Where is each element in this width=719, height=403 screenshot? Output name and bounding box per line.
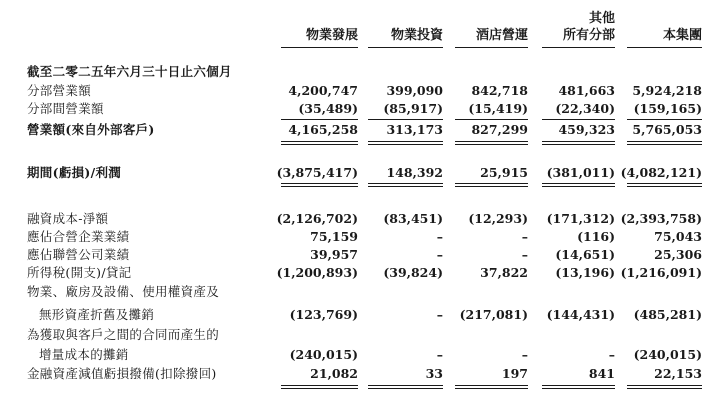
profit-rule-4 — [542, 183, 615, 187]
cell-group: 22,153 — [654, 366, 702, 381]
row-label: 分部間營業額 — [27, 101, 104, 116]
cell-property-investment: 33 — [425, 366, 443, 381]
cell-group: (240,015) — [633, 347, 702, 362]
row-label: 應佔聯營公司業績 — [27, 247, 130, 262]
profit-rule-3 — [455, 183, 528, 187]
table-row — [0, 346, 719, 364]
cell-hotel-operations: 25,915 — [480, 165, 528, 180]
cell-other-segments: (381,011) — [546, 165, 615, 180]
cell-property-investment: 399,090 — [386, 83, 443, 98]
row-label: 增量成本的攤銷 — [39, 347, 129, 362]
cell-other-segments: (116) — [577, 229, 615, 244]
final-rule-2 — [368, 385, 443, 389]
header-rule-1 — [281, 47, 358, 48]
cell-hotel-operations: – — [521, 347, 528, 362]
table-row — [0, 264, 719, 282]
column-header-other-segments: 其他 所有分部 — [562, 11, 615, 43]
header-rule-3 — [455, 47, 528, 48]
row-label: 期間(虧損)/利潤 — [27, 165, 122, 180]
table-row — [0, 365, 719, 383]
cell-property-investment: – — [436, 229, 443, 244]
cell-property-development: 75,159 — [310, 229, 358, 244]
cell-hotel-operations: (12,293) — [468, 211, 528, 226]
cell-property-investment: – — [436, 347, 443, 362]
cell-group: (2,393,758) — [620, 211, 702, 226]
profit-rule-1 — [281, 183, 358, 187]
table-row — [0, 326, 719, 344]
cell-hotel-operations: 197 — [501, 366, 528, 381]
header-rule-4 — [542, 47, 615, 48]
total-rule-4 — [542, 141, 615, 145]
cell-hotel-operations: – — [521, 247, 528, 262]
cell-group: (485,281) — [633, 307, 702, 322]
cell-property-development: (123,769) — [289, 307, 358, 322]
header-rule-5 — [627, 47, 702, 48]
cell-property-investment: (39,824) — [383, 265, 443, 280]
profit-rule-2 — [368, 183, 443, 187]
cell-property-investment: 313,173 — [386, 122, 443, 137]
table-row — [0, 283, 719, 301]
row-label: 應佔合營企業業績 — [27, 229, 130, 244]
cell-other-segments: (144,431) — [546, 307, 615, 322]
cell-other-segments: (171,312) — [546, 211, 615, 226]
subtotal-rule-2 — [368, 119, 443, 120]
cell-other-segments: – — [608, 347, 615, 362]
cell-property-development: (2,126,702) — [276, 211, 358, 226]
column-header-hotel-operations: 酒店營運 — [475, 28, 528, 43]
cell-group: 5,924,218 — [632, 83, 702, 98]
table-row — [0, 306, 719, 324]
cell-group: 5,765,053 — [632, 122, 702, 137]
total-rule-2 — [368, 141, 443, 145]
cell-other-segments: (22,340) — [555, 101, 615, 116]
cell-property-investment: (85,917) — [383, 101, 443, 116]
cell-property-investment: – — [436, 307, 443, 322]
final-rule-5 — [627, 385, 702, 389]
row-label: 分部營業額 — [27, 83, 92, 98]
cell-hotel-operations: 37,822 — [480, 265, 528, 280]
cell-property-development: 21,082 — [310, 366, 358, 381]
final-rule-1 — [281, 385, 358, 389]
row-label: 無形資產折舊及攤銷 — [39, 307, 155, 322]
cell-property-investment: – — [436, 247, 443, 262]
row-label: 為獲取與客戶之間的合同而產生的 — [27, 327, 220, 342]
table-row — [0, 82, 719, 100]
cell-group: (4,082,121) — [620, 165, 702, 180]
cell-other-segments: (14,651) — [555, 247, 615, 262]
subtotal-rule-5 — [627, 119, 702, 120]
header-rule-2 — [368, 47, 443, 48]
table-row — [0, 210, 719, 228]
cell-group: 75,043 — [654, 229, 702, 244]
cell-property-development: (35,489) — [298, 101, 358, 116]
period-heading-row — [0, 63, 719, 81]
cell-property-development: 4,200,747 — [288, 83, 358, 98]
row-label: 融資成本-淨額 — [27, 211, 109, 226]
cell-property-development: (240,015) — [289, 347, 358, 362]
table-row — [0, 228, 719, 246]
table-row — [0, 121, 719, 139]
table-row — [0, 164, 719, 182]
subtotal-rule-1 — [281, 119, 358, 120]
cell-group: (159,165) — [633, 101, 702, 116]
period-heading: 截至二零二五年六月三十日止六個月 — [27, 64, 232, 79]
cell-other-segments: 459,323 — [558, 122, 615, 137]
column-header-property-investment: 物業投資 — [390, 28, 443, 43]
cell-group: 25,306 — [654, 247, 702, 262]
total-rule-5 — [627, 141, 702, 145]
cell-group: (1,216,091) — [620, 265, 702, 280]
cell-property-development: 4,165,258 — [288, 122, 358, 137]
row-label: 物業、廠房及設備、使用權資產及 — [27, 284, 220, 299]
subtotal-rule-4 — [542, 119, 615, 120]
cell-property-development: 39,957 — [310, 247, 358, 262]
final-rule-4 — [542, 385, 615, 389]
subtotal-rule-3 — [455, 119, 528, 120]
cell-hotel-operations: – — [521, 229, 528, 244]
cell-property-investment: 148,392 — [386, 165, 443, 180]
final-rule-3 — [455, 385, 528, 389]
column-header-property-development: 物業發展 — [305, 28, 358, 43]
cell-hotel-operations: (15,419) — [468, 101, 528, 116]
total-rule-3 — [455, 141, 528, 145]
column-header-group: 本集團 — [662, 28, 702, 43]
cell-other-segments: 841 — [588, 366, 615, 381]
cell-other-segments: (13,196) — [555, 265, 615, 280]
row-label: 金融資產減值虧損撥備(扣除撥回) — [27, 366, 217, 381]
row-label: 營業額(來自外部客戶) — [27, 122, 155, 137]
cell-property-development: (3,875,417) — [276, 165, 358, 180]
cell-hotel-operations: 827,299 — [471, 122, 528, 137]
cell-hotel-operations: (217,081) — [459, 307, 528, 322]
cell-property-investment: (83,451) — [383, 211, 443, 226]
row-label: 所得稅(開支)/貸記 — [27, 265, 132, 280]
cell-hotel-operations: 842,718 — [471, 83, 528, 98]
total-rule-1 — [281, 141, 358, 145]
table-row — [0, 100, 719, 118]
cell-property-development: (1,200,893) — [276, 265, 358, 280]
table-row — [0, 246, 719, 264]
cell-other-segments: 481,663 — [558, 83, 615, 98]
profit-rule-5 — [627, 183, 702, 187]
